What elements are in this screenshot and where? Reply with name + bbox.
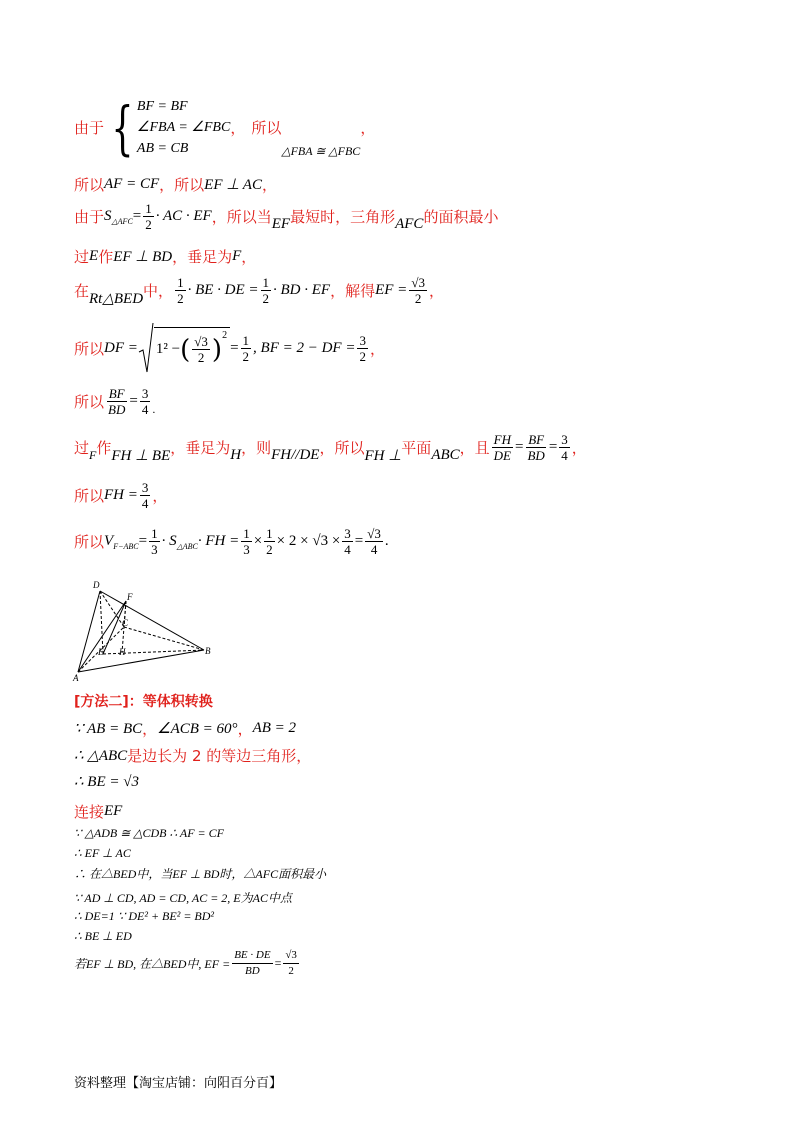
m2-line-8 bbox=[74, 889, 292, 906]
line-1 bbox=[74, 93, 376, 162]
math: FH ⊥ bbox=[364, 448, 402, 464]
math: ∴ △ABC bbox=[74, 748, 128, 764]
math: · S bbox=[161, 532, 177, 549]
math: EF ⊥ AC bbox=[204, 177, 262, 193]
brace-icon: { bbox=[111, 93, 134, 162]
math: E bbox=[89, 248, 99, 264]
line-4 bbox=[74, 246, 256, 267]
row-2: ∠FBA = ∠FBC bbox=[136, 120, 231, 135]
math: AFC bbox=[395, 216, 424, 232]
text: 的面积最小 bbox=[423, 208, 499, 226]
num: 3 bbox=[141, 480, 149, 495]
den: 4 bbox=[141, 402, 149, 417]
math: FH//DE bbox=[271, 447, 320, 463]
line-5 bbox=[74, 275, 444, 306]
math: = bbox=[354, 533, 364, 549]
math: = bbox=[132, 208, 142, 224]
fraction bbox=[241, 526, 252, 557]
text: ， bbox=[571, 439, 587, 457]
math: F bbox=[232, 248, 242, 264]
fraction bbox=[264, 526, 275, 557]
math: FH = bbox=[104, 487, 138, 503]
text: 所以 bbox=[74, 176, 105, 194]
math: · AC · EF bbox=[155, 208, 212, 224]
den: 2 bbox=[177, 291, 184, 306]
den: DE bbox=[493, 448, 512, 463]
math: ∴ BE ⊥ ED bbox=[74, 929, 132, 943]
fraction bbox=[149, 526, 160, 557]
text: 在 bbox=[74, 282, 90, 300]
fraction bbox=[261, 275, 272, 306]
num: 1 bbox=[266, 526, 273, 541]
text: . bbox=[384, 533, 389, 549]
den: 2 bbox=[414, 291, 422, 306]
text: 所以 bbox=[74, 339, 105, 358]
fraction bbox=[232, 948, 272, 979]
text: ， bbox=[237, 720, 253, 738]
text: ，则 bbox=[241, 439, 272, 457]
text: ， bbox=[152, 487, 168, 505]
math: ∵ AD ⊥ CD, AD = CD, AC = 2, E为AC中点 bbox=[74, 891, 292, 905]
text: 作 bbox=[98, 248, 114, 266]
fraction bbox=[365, 526, 383, 557]
fraction bbox=[559, 432, 570, 463]
label-d: D bbox=[93, 580, 100, 590]
den: BD bbox=[527, 448, 545, 463]
text: 过 bbox=[74, 248, 90, 266]
num: 1 bbox=[242, 332, 250, 348]
den: 2 bbox=[197, 350, 205, 365]
num: 1 bbox=[151, 526, 158, 541]
text: ，垂足为 bbox=[172, 248, 233, 266]
math: ∠ACB = 60° bbox=[157, 721, 238, 737]
m2-line-1 bbox=[74, 718, 296, 739]
num: 3 bbox=[359, 332, 366, 348]
den: 3 bbox=[151, 542, 158, 557]
math: FH ⊥ BE bbox=[111, 448, 171, 464]
line-7 bbox=[74, 386, 155, 417]
row-3: AB = CB bbox=[136, 141, 189, 156]
m2-line-7 bbox=[74, 865, 326, 882]
text: ， bbox=[428, 282, 444, 300]
congruence: △FBA ≅ △FBC bbox=[281, 144, 361, 158]
math: · BD · EF bbox=[273, 282, 331, 298]
row-1: BF = BF bbox=[136, 99, 188, 114]
num: 3 bbox=[344, 526, 351, 541]
fraction bbox=[140, 386, 151, 417]
fraction bbox=[143, 201, 154, 232]
fraction bbox=[492, 432, 513, 463]
exponent: 2 bbox=[222, 330, 228, 341]
math: DF = bbox=[104, 339, 138, 356]
text: 由于 bbox=[74, 119, 105, 137]
text: 作 bbox=[96, 439, 112, 457]
m2-line-3 bbox=[74, 772, 139, 791]
den: BD bbox=[245, 965, 260, 977]
fraction bbox=[357, 333, 368, 364]
math: × 2 × √3 × bbox=[276, 533, 341, 549]
line-3 bbox=[74, 201, 498, 232]
fraction bbox=[525, 432, 546, 463]
pyramid-figure bbox=[70, 578, 220, 687]
label-b: B bbox=[205, 646, 211, 656]
geometry-diagram bbox=[70, 578, 220, 683]
m2-line-2 bbox=[74, 745, 311, 766]
math: = bbox=[548, 439, 558, 455]
m2-line-9 bbox=[74, 909, 214, 924]
num: √3 bbox=[194, 334, 208, 349]
num: √3 bbox=[411, 275, 425, 290]
math: ∴ 在△BED中，当EF ⊥ BD时，△AFC面积最小 bbox=[74, 867, 327, 881]
math: ∵ AB = BC bbox=[74, 721, 143, 737]
math: AB = 2 bbox=[252, 720, 297, 736]
math: = bbox=[274, 956, 282, 970]
text: ， bbox=[230, 119, 246, 137]
text: 过 bbox=[74, 439, 90, 457]
num: √3 bbox=[367, 526, 381, 541]
den: 4 bbox=[141, 496, 149, 511]
fraction bbox=[409, 275, 427, 306]
label-a: A bbox=[73, 673, 79, 683]
den: 2 bbox=[288, 965, 294, 977]
fraction bbox=[342, 526, 353, 557]
num: 1 bbox=[145, 201, 152, 216]
math: EF ⊥ BD bbox=[113, 249, 173, 265]
label-f: F bbox=[127, 592, 133, 602]
math: = bbox=[515, 439, 524, 455]
num: 3 bbox=[141, 386, 149, 401]
math: ABC bbox=[431, 447, 460, 463]
label-e: E bbox=[98, 647, 104, 657]
label-h: H bbox=[119, 647, 126, 657]
math: × bbox=[253, 533, 263, 549]
num: 1 bbox=[262, 275, 270, 290]
math: 若EF ⊥ BD, 在△BED中, EF = bbox=[74, 957, 231, 971]
math: ∴ EF ⊥ AC bbox=[74, 846, 131, 860]
text: ，解得 bbox=[330, 282, 376, 300]
text: ， bbox=[261, 176, 277, 194]
den: 2 bbox=[262, 291, 270, 306]
math: S bbox=[104, 207, 112, 224]
math: H bbox=[230, 447, 242, 463]
text: 所以 bbox=[74, 533, 105, 551]
fraction bbox=[283, 948, 299, 979]
math: AF = CF bbox=[104, 176, 160, 192]
text: 中， bbox=[143, 282, 174, 300]
fraction bbox=[175, 275, 186, 306]
line-6 bbox=[74, 322, 385, 374]
text: ，所以 bbox=[159, 176, 205, 194]
text: ，且 bbox=[459, 439, 490, 457]
math: EF = bbox=[375, 282, 408, 298]
fraction bbox=[140, 480, 151, 511]
text: . bbox=[152, 402, 156, 416]
subscript: △AFC bbox=[111, 216, 133, 226]
den: 2 bbox=[266, 542, 273, 557]
text: 最短时，三角形 bbox=[290, 208, 396, 226]
math: = bbox=[230, 339, 239, 356]
text: ， bbox=[369, 339, 385, 358]
text: ， bbox=[241, 248, 257, 266]
math: F bbox=[89, 448, 97, 462]
math: ∴ DE=1 ∵ DE² + BE² = BD² bbox=[74, 909, 215, 923]
math: V bbox=[104, 532, 114, 549]
den: 2 bbox=[145, 217, 152, 232]
math: ∵ △ADB ≅ △CDB ∴ AF = CF bbox=[74, 826, 224, 840]
den: 4 bbox=[370, 542, 378, 557]
line-9 bbox=[74, 480, 167, 511]
math: · FH = bbox=[197, 533, 240, 549]
m2-line-5 bbox=[74, 826, 224, 841]
num: BE · DE bbox=[232, 948, 272, 964]
den: 4 bbox=[344, 542, 351, 557]
text: 连接 bbox=[74, 803, 105, 821]
num: √3 bbox=[283, 948, 299, 964]
num: BF bbox=[528, 432, 545, 447]
text: 是边长为 2 的等边三角形， bbox=[127, 747, 312, 765]
text: 平面 bbox=[401, 439, 432, 457]
math: = bbox=[129, 393, 138, 409]
fraction bbox=[241, 333, 252, 364]
square-root: 1² − ( $\frac{√3}{2}$ ) 2 bbox=[138, 322, 230, 374]
radical-sign-icon bbox=[138, 322, 154, 374]
math: 1² − bbox=[155, 341, 181, 357]
num: 1 bbox=[243, 526, 250, 541]
num: 1 bbox=[177, 275, 184, 290]
text: ，垂足为 bbox=[170, 439, 231, 457]
math: EF bbox=[271, 216, 291, 232]
m2-line-6 bbox=[74, 846, 131, 861]
math: · BE · DE = bbox=[187, 282, 259, 298]
math: , BF = 2 − DF = bbox=[253, 339, 356, 356]
math: Rt△BED bbox=[89, 291, 144, 307]
m2-line-4 bbox=[74, 801, 122, 822]
text: 所以 bbox=[74, 487, 105, 505]
text: 所以 bbox=[251, 119, 282, 137]
den: 4 bbox=[561, 448, 568, 463]
method-two-title bbox=[74, 691, 213, 711]
num: BF bbox=[108, 386, 125, 401]
den: 3 bbox=[243, 542, 250, 557]
den: 2 bbox=[242, 348, 250, 364]
line-10 bbox=[74, 526, 389, 557]
den: BD bbox=[108, 402, 126, 417]
text: 由于 bbox=[74, 208, 105, 226]
equation-system bbox=[104, 93, 231, 162]
label-c: C bbox=[122, 618, 129, 628]
footer-text: 资料整理【淘宝店铺：向阳百分百】 bbox=[74, 1076, 283, 1091]
num: 3 bbox=[561, 432, 568, 447]
subscript: △ABC bbox=[176, 541, 198, 551]
m2-line-10 bbox=[74, 929, 132, 944]
line-2 bbox=[74, 174, 277, 195]
subscript: F−ABC bbox=[113, 541, 139, 551]
den: 2 bbox=[359, 348, 366, 364]
heading: [方法二]：等体积转换 bbox=[74, 694, 213, 710]
fraction bbox=[192, 334, 210, 365]
num: FH bbox=[493, 432, 512, 447]
text: ，所以当 bbox=[211, 208, 272, 226]
text: ， bbox=[142, 720, 158, 738]
text: 所以 bbox=[74, 393, 105, 411]
fraction bbox=[106, 386, 127, 417]
math: EF bbox=[104, 803, 123, 819]
math: ∴ BE = √3 bbox=[74, 774, 139, 790]
m2-line-11 bbox=[74, 948, 301, 979]
math: = bbox=[138, 533, 148, 549]
text: ， bbox=[360, 119, 376, 137]
text: ，所以 bbox=[319, 439, 365, 457]
line-8 bbox=[74, 432, 587, 463]
